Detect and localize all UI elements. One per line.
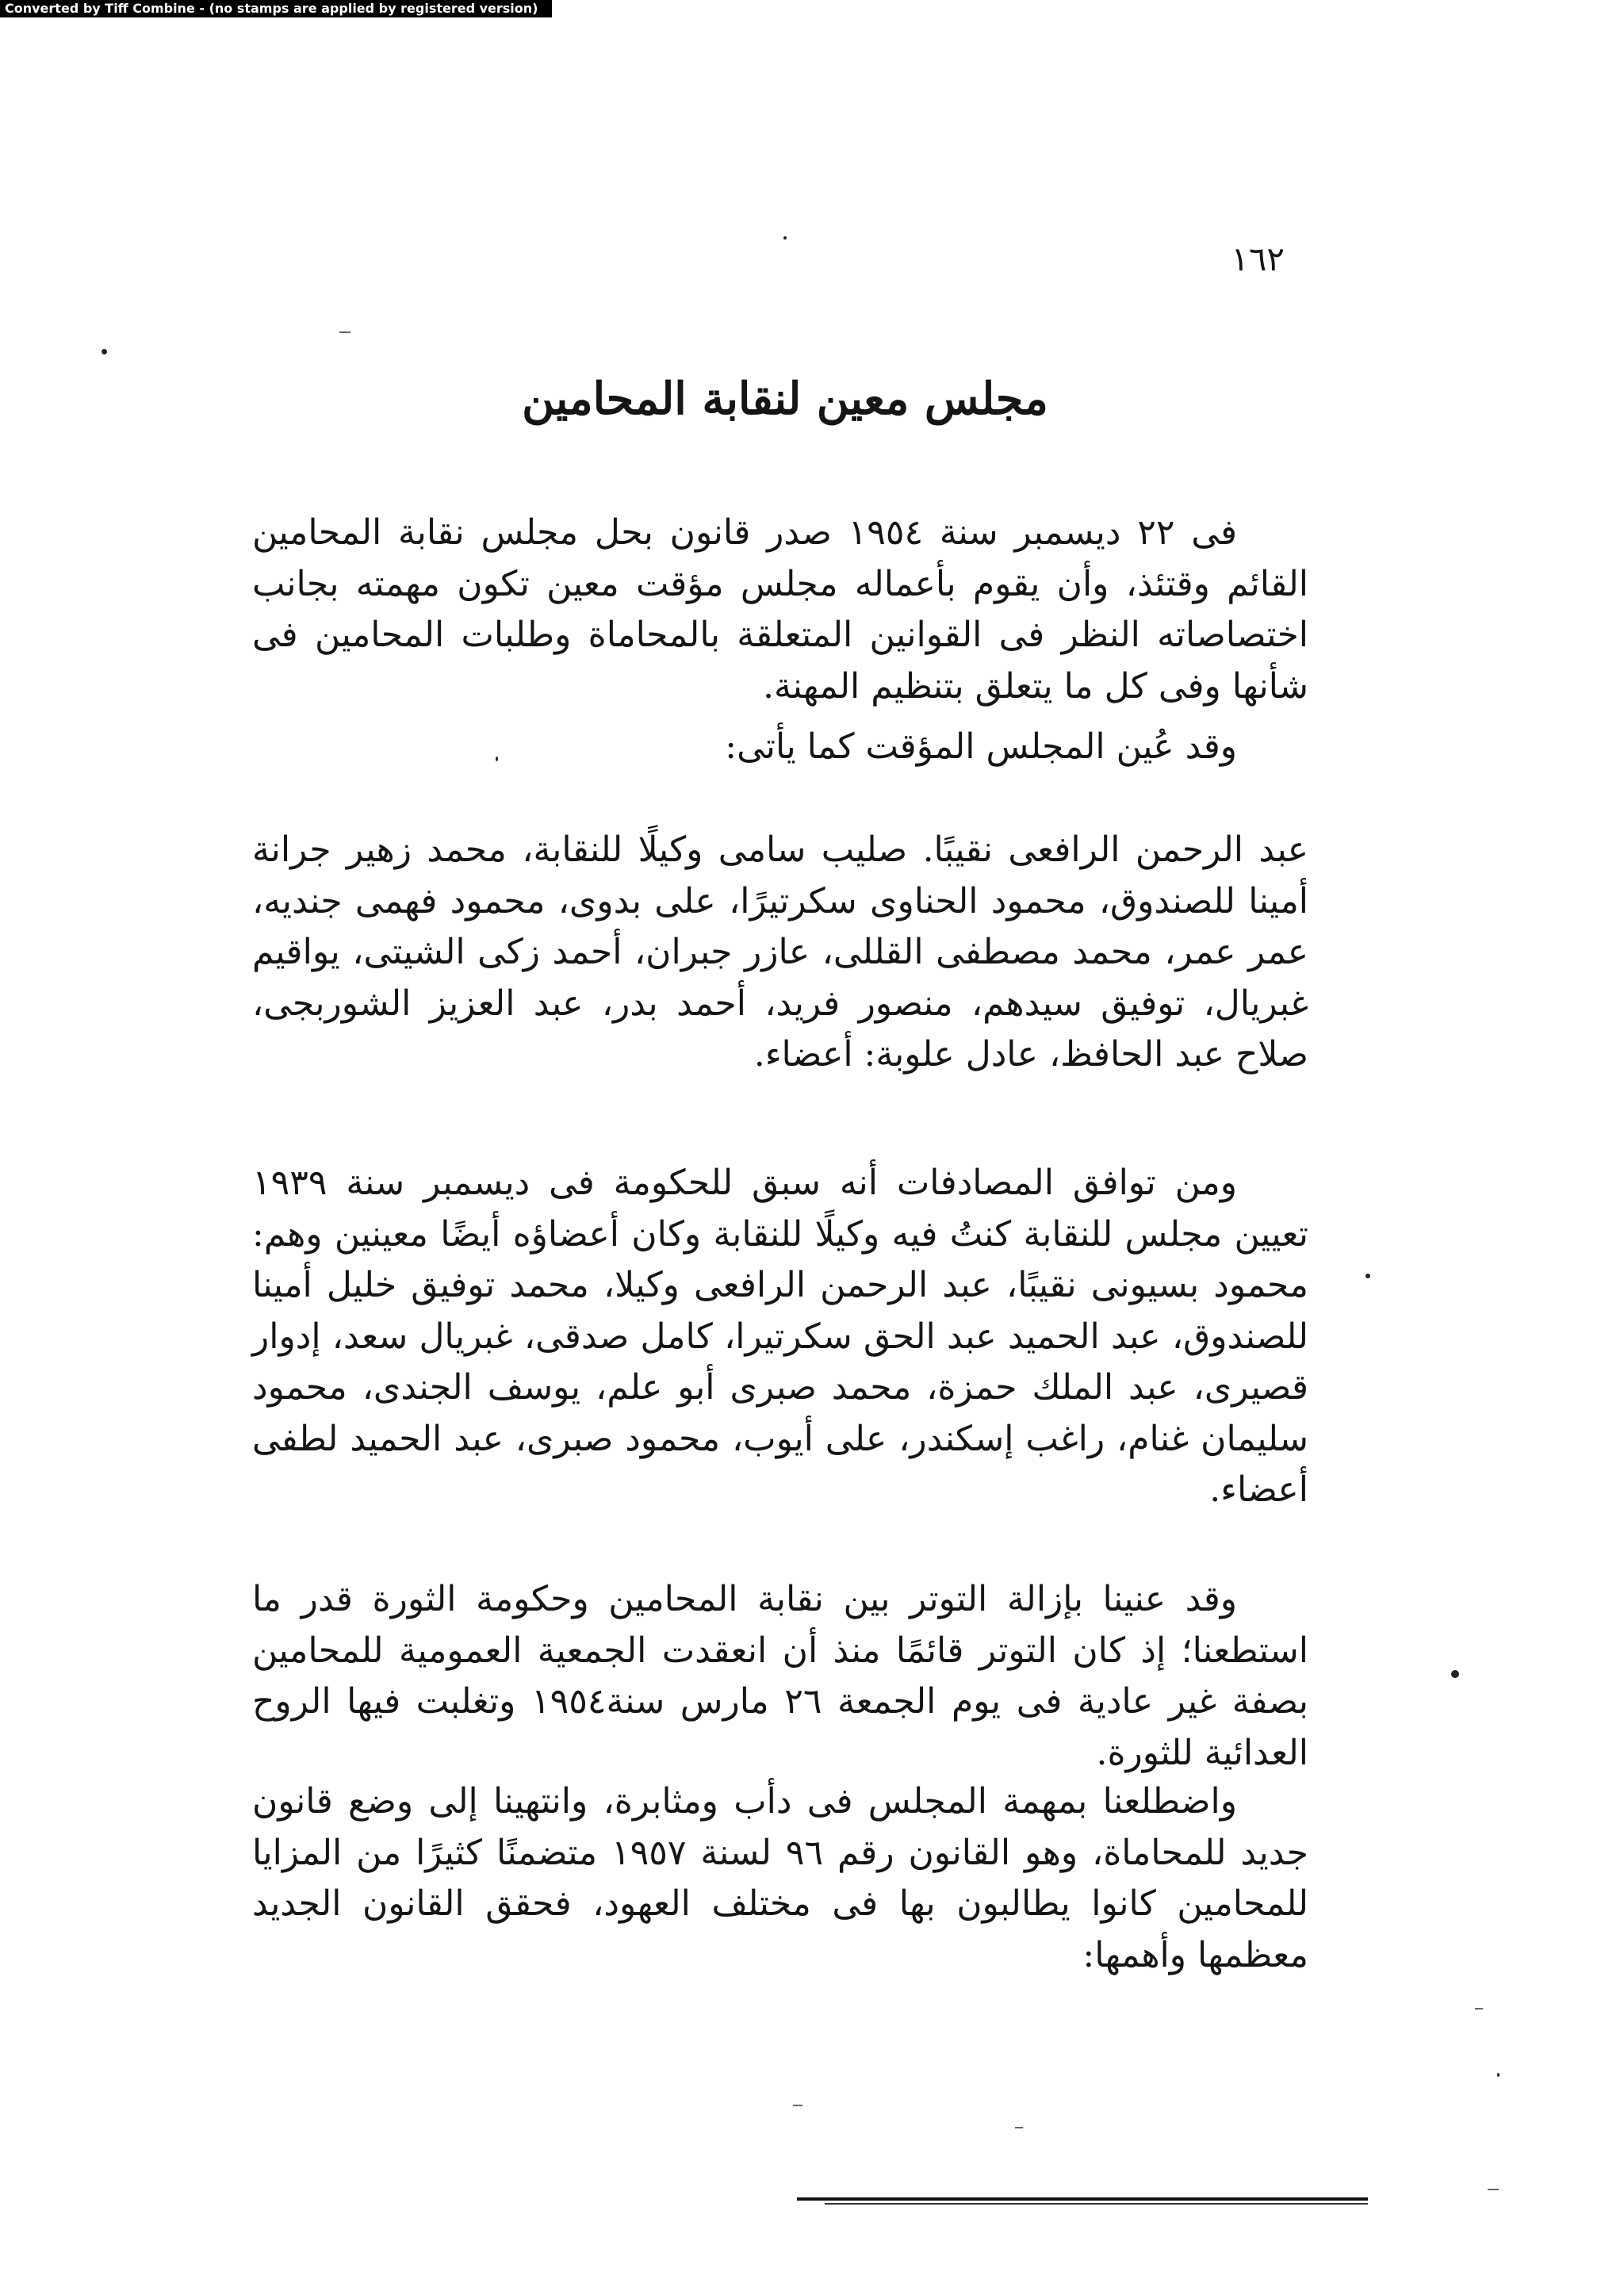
paragraph-law-1954: فى ٢٢ ديسمبر سنة ١٩٥٤ صدر قانون بحل مجلس نقابة المحامين القائم وقتئذ، وأن يقوم بأعماله مجلس مؤقت معين تكون مهمته بجانب اختصاصاته النظر فى القوانين المتعلقة بالمحاماة وطلبات المحامين فى شأنها وفى كل ما يتعلق بتنظيم المهنة. xyxy=(252,512,1308,707)
scan-dash xyxy=(1488,2189,1499,2190)
paragraph-council-members: عبد الرحمن الرافعى نقيبًا. صليب سامى وكيلًا للنقابة، محمد زهير جرانة أمينا للصندوق، محمود الحناوى سكرتيرًا، على بدوى، محمود فهمى جنديه، عمر عمر، محمد مصطفى القللى، عازر جبران، أحمد زكى الشيتى، يواقيم غبريال، توفيق سيدهم، منصور فريد، أحمد بدر، عبد العزيز الشوربجى، صلاح عبد الحافظ، عادل علوبة: أعضاء. xyxy=(252,829,1308,1075)
scan-dash xyxy=(339,331,350,333)
page-title: مجلس معين لنقابة المحامين xyxy=(522,373,1048,425)
scan-speck xyxy=(496,757,498,761)
scan-dash xyxy=(1475,2008,1483,2009)
bottom-rule-thin xyxy=(825,2203,1368,2205)
bottom-rule xyxy=(797,2197,1368,2201)
scan-dash xyxy=(1015,2127,1023,2128)
scan-speck xyxy=(1497,2073,1500,2077)
scan-dash xyxy=(793,2105,802,2106)
paragraph-council-intro: وقد عُين المجلس المؤقت كما يأتى: xyxy=(725,726,1237,767)
scan-speck xyxy=(1365,1274,1370,1278)
scan-speck xyxy=(102,349,107,354)
paragraph-tension: وقد عنينا بإزالة التوتر بين نقابة المحامين وحكومة الثورة قدر ما استطعنا؛ إذ كان التوتر قائمًا منذ أن انعقدت الجمعية العمومية للمحامين بصفة غير عادية فى يوم الجمعة ٢٦ مارس سنة١٩٥٤ وتغلبت فيها الروح العدائية للثورة. xyxy=(252,1579,1308,1773)
scan-speck xyxy=(1451,1670,1459,1678)
paragraph-new-law: واضطلعنا بمهمة المجلس فى دأب ومثابرة، وانتهينا إلى وضع قانون جديد للمحاماة، وهو القانون رقم ٩٦ لسنة ١٩٥٧ متضمنًا كثيرًا من المزايا للمحامين كانوا يطالبون بها فى مختلف العهود، فحقق القانون الجديد معظمها وأهمها: xyxy=(252,1781,1309,1975)
converter-banner: Converted by Tiff Combine - (no stamps are applied by registered version) xyxy=(0,0,552,17)
paragraph-council-1939: ومن توافق المصادفات أنه سبق للحكومة فى ديسمبر سنة ١٩٣٩ تعيين مجلس للنقابة كنتُ فيه وكيلًا للنقابة وكان أعضاؤه أيضًا معينين وهم: محمود بسيونى نقيبًا، عبد الرحمن الرافعى وكيلا، محمد توفيق خليل أمينا للصندوق، عبد الحميد عبد الحق سكرتيرا، كامل صدقى، غبريال سعد، إدوار قصيرى، عبد الملك حمزة، محمد صبرى أبو علم، يوسف الجندى، محمود سليمان غنام، راغب إسكندر، على أيوب، محمود صبرى، عبد الحميد لطفى أعضاء. xyxy=(252,1163,1308,1510)
page-number: ١٦٢ xyxy=(1231,239,1285,278)
scan-speck xyxy=(783,236,787,239)
